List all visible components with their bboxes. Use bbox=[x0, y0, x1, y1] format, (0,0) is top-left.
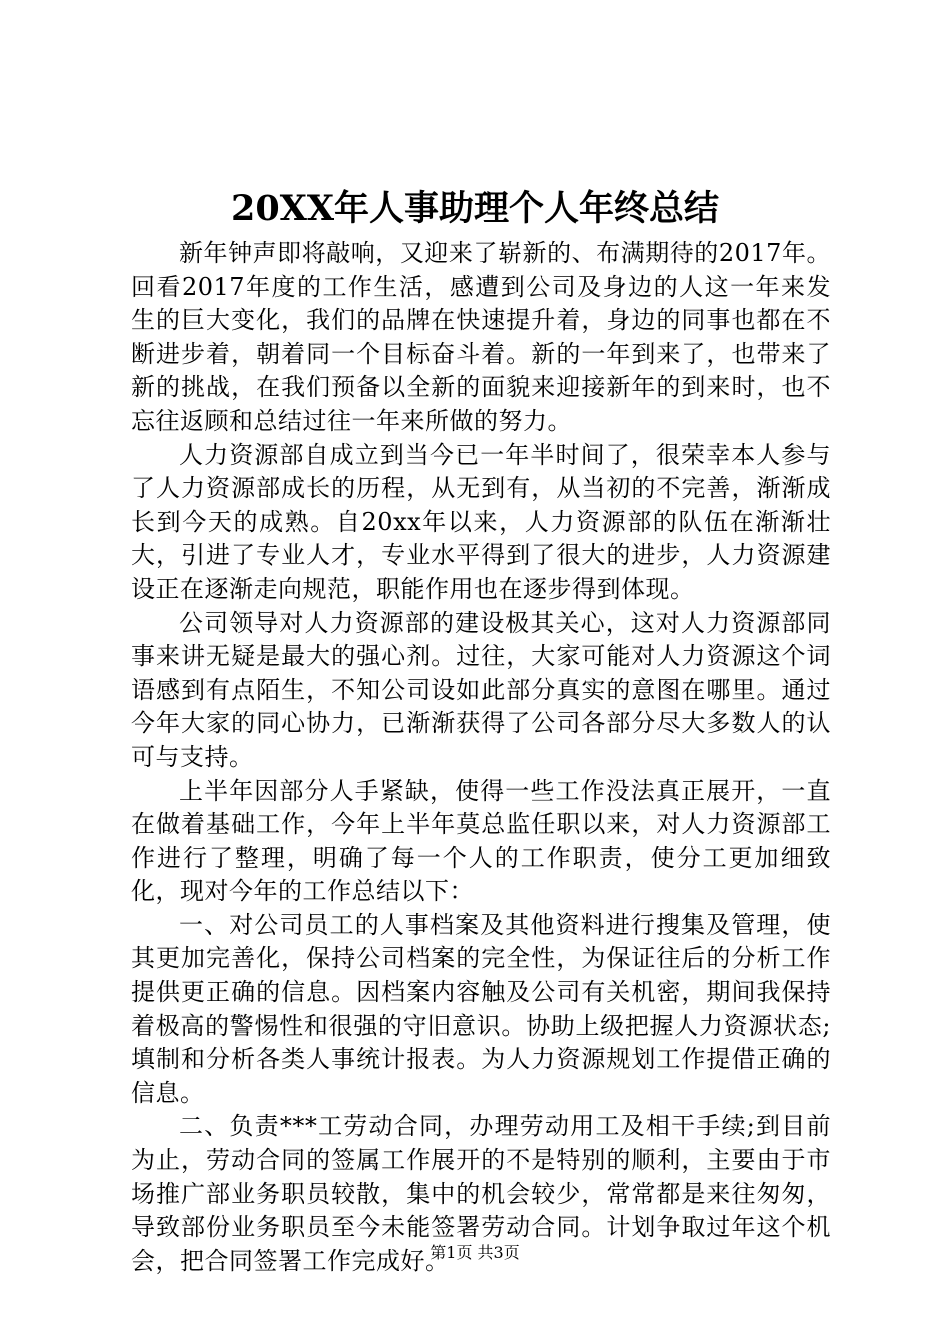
paragraph: 人力资源部自成立到当今已一年半时间了，很荣幸本人参与了人力资源部成长的历程，从无到有，从当初的不完善，渐渐成长到今天的成熟。自20xx年以来，人力资源部的队伍在渐渐壮大，引进了专业人才，专业水平得到了很大的进步，人力资源建设正在逐渐走向规范，职能作用也在逐步得到体现。 bbox=[131, 440, 831, 603]
document-body bbox=[131, 237, 831, 1278]
paragraph: 公司领导对人力资源部的建设极其关心，这对人力资源部同事来讲无疑是最大的强心剂。过往，大家可能对人力资源这个词语感到有点陌生，不知公司设如此部分真实的意图在哪里。通过今年大家的同心协力，已渐渐获得了公司各部分尽大多数人的认可与支持。 bbox=[131, 608, 831, 771]
paragraph: 上半年因部分人手紧缺，使得一些工作没法真正展开，一直在做着基础工作，今年上半年莫总监任职以来，对人力资源部工作进行了整理，明确了每一个人的工作职责，使分工更加细致化，现对今年的工作总结以下： bbox=[131, 776, 831, 906]
paragraph: 一、对公司员工的人事档案及其他资料进行搜集及管理，使其更加完善化，保持公司档案的完全性，为保证往后的分析工作提供更正确的信息。因档案内容触及公司有关机密，期间我保持着极高的警惕性和很强的守旧意识。协助上级把握人力资源状态;填制和分析各类人事统计报表。为人力资源规划工作提借正确的信息。 bbox=[131, 910, 831, 1107]
page-number-footer: 第1页 共3页 bbox=[430, 1243, 520, 1262]
paragraph: 新年钟声即将敲响，又迎来了崭新的、布满期待的2017年。回看2017年度的工作生活，感遭到公司及身边的人这一年来发生的巨大变化，我们的品牌在快速提升着，身边的同事也都在不断进步着，朝着同一个目标奋斗着。新的一年到来了，也带来了新的挑战，在我们预备以全新的面貌来迎接新年的到来时，也不忘往返顾和总结过往一年来所做的努力。 bbox=[131, 239, 831, 435]
paragraph: 二、负责***工劳动合同，办理劳动用工及相干手续;到目前为止，劳动合同的签属工作展开的不是特别的顺利，主要由于市场推广部业务职员较散，集中的机会较少，常常都是来往匆匆，导致部份业务职员至今未能签署劳动合同。计划争取过年这个机会，把合同签署工作完成好。 bbox=[131, 1112, 831, 1275]
document-title: 20XX年人事助理个人年终总结 bbox=[230, 188, 720, 229]
